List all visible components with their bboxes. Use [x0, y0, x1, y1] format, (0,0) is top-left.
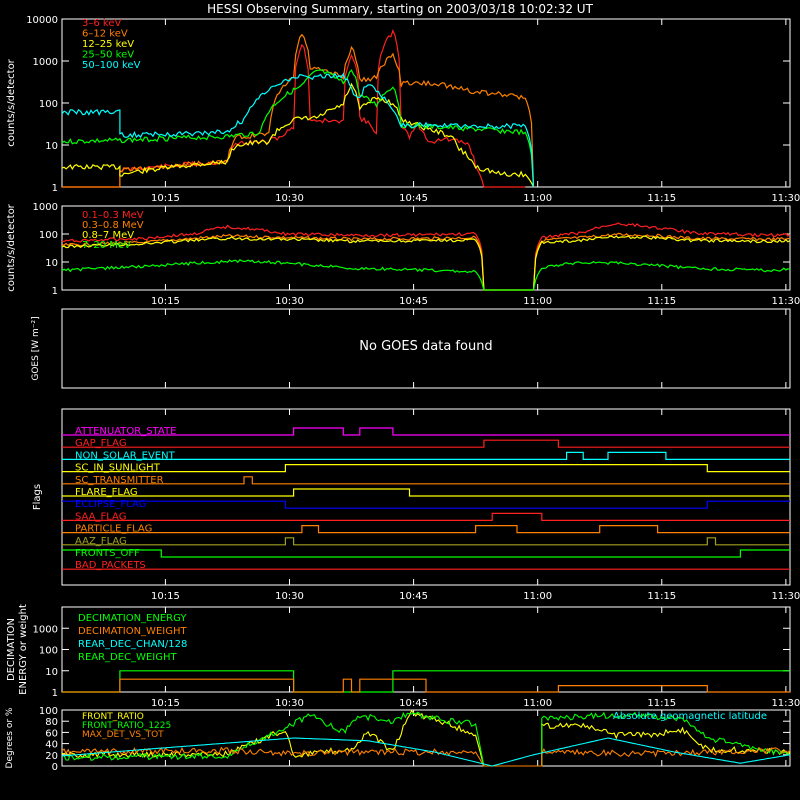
y-tick-label: 100 [38, 230, 58, 241]
flag-label-0: ATTENUATOR_STATE [75, 426, 177, 437]
x-tick-label: 11:15 [647, 296, 677, 307]
y-tick-label: 10 [45, 258, 58, 269]
flag-label-7: SAA_FLAG [75, 511, 127, 523]
flag-trace-5 [62, 489, 790, 496]
y-tick-label: 1 [51, 183, 58, 194]
flag-trace-1 [62, 438, 790, 450]
legend-entry-0: 0.1–0.3 MeV [82, 210, 144, 221]
panel-highenergy-frame [62, 206, 790, 290]
x-tick-label: 11:15 [647, 591, 677, 602]
legend-entry-3: 25–50 keV [82, 49, 135, 61]
panel-flags-ylabel: Flags [32, 483, 43, 511]
flag-label-10: FRONTS_OFF [75, 548, 140, 559]
y-tick-label: 10 [45, 666, 58, 678]
y-tick-label: 1 [51, 286, 58, 297]
y-tick-label: 10 [45, 141, 58, 152]
x-tick-label: 11:15 [647, 193, 677, 204]
x-tick-label: 10:15 [150, 296, 180, 307]
legend-entry-2: MAX_DET_VS_TOT [82, 730, 164, 740]
goes-no-data-message: No GOES data found [359, 339, 493, 354]
legend-entry-0: 3–6 keV [82, 18, 122, 29]
x-tick-label: 10:45 [399, 698, 429, 709]
y-tick-label: 100 [38, 706, 58, 717]
y-tick-label: 10000 [26, 15, 58, 26]
legend-entry-0: DECIMATION_ENERGY [78, 613, 187, 624]
x-tick-label: 10:45 [399, 296, 429, 307]
panel-decimation-ylabel-line1: DECIMATION [6, 617, 17, 682]
flag-trace-3 [62, 462, 790, 474]
x-tick-label: 11:30 [771, 193, 800, 204]
panel-lowenergy-frame [62, 19, 790, 187]
x-tick-label: 10:30 [275, 193, 304, 204]
panel-ratios-ylabel: Degrees or % [5, 707, 15, 769]
flag-label-5: FLARE_FLAG [75, 487, 138, 498]
series-line-2 [62, 236, 790, 290]
panel-lowenergy-ylabel: counts/s/detector [6, 59, 17, 147]
legend-entry-2: 0.8–7 MeV [82, 230, 135, 241]
y-tick-label: 80 [45, 717, 58, 729]
flag-label-11: BAD_PACKETS [75, 560, 146, 572]
legend-entry-2: REAR_DEC_CHAN/128 [78, 639, 188, 650]
panel-decimation-ylabel-line2: ENERGY or weight [18, 604, 29, 695]
y-tick-label: 1000 [32, 202, 58, 213]
y-tick-label: 100 [38, 645, 58, 657]
legend-entry-3: 7–20 MeV [82, 240, 131, 251]
legend-entry-1: 6–12 keV [82, 28, 128, 40]
x-tick-label: 10:30 [275, 698, 304, 709]
y-tick-label: 1000 [32, 624, 58, 636]
y-tick-label: 1000 [32, 57, 58, 68]
flag-trace-10 [62, 550, 790, 557]
x-tick-label: 10:45 [399, 193, 429, 204]
x-tick-label: 11:30 [771, 698, 800, 709]
legend-entry-1: DECIMATION_WEIGHT [78, 626, 187, 637]
page-title: HESSI Observing Summary, starting on 2003/03/18 10:02:32 UT [207, 2, 593, 16]
y-tick-label: 20 [45, 750, 58, 762]
flag-label-8: PARTICLE_FLAG [75, 523, 153, 535]
y-tick-label: 40 [45, 739, 58, 751]
flag-trace-4 [62, 474, 790, 486]
ratio-line-3 [62, 738, 790, 766]
decimation-line-1 [62, 679, 790, 692]
x-tick-label: 10:15 [150, 591, 180, 602]
geomagnetic-latitude-annotation: Absolute geomagnetic latitude [613, 711, 767, 722]
flag-label-4: SC_TRANSMITTER [75, 474, 164, 486]
panel-highenergy-ylabel: counts/s/detector [6, 204, 17, 292]
x-tick-label: 10:45 [399, 591, 429, 602]
y-tick-label: 0 [51, 762, 58, 773]
series-line-0 [62, 223, 790, 290]
flag-trace-9 [62, 535, 790, 547]
series-line-3 [62, 260, 790, 290]
x-tick-label: 11:00 [523, 698, 553, 709]
y-tick-label: 100 [38, 99, 58, 110]
y-tick-label: 60 [45, 728, 58, 740]
legend-entry-1: 0.3–0.8 MeV [82, 220, 144, 231]
legend-entry-4: 50–100 keV [82, 60, 141, 71]
legend-entry-3: REAR_DEC_WEIGHT [78, 652, 177, 663]
x-tick-label: 10:15 [150, 698, 180, 709]
legend-entry-2: 12–25 keV [82, 39, 135, 50]
x-tick-label: 11:15 [647, 698, 677, 709]
flag-label-3: SC_IN_SUNLIGHT [75, 462, 160, 474]
x-tick-label: 11:30 [771, 296, 800, 307]
x-tick-label: 11:00 [523, 296, 553, 307]
x-tick-label: 10:30 [275, 591, 304, 602]
flag-trace-6 [62, 499, 790, 511]
flag-trace-7 [62, 511, 790, 523]
y-tick-label: 1 [51, 688, 58, 699]
x-tick-label: 10:30 [275, 296, 304, 307]
flag-trace-8 [62, 523, 790, 535]
x-tick-label: 11:00 [523, 591, 553, 602]
panel-goes-ylabel: GOES [W m⁻²] [31, 316, 41, 381]
flag-label-1: GAP_FLAG [75, 438, 127, 450]
legend-entry-1: FRONT_RATIO_1225 [82, 721, 172, 731]
x-tick-label: 11:30 [771, 591, 800, 602]
flag-label-6: ECLIPSE_FLAG [75, 499, 147, 511]
x-tick-label: 10:15 [150, 193, 180, 204]
legend-entry-0: FRONT_RATIO [82, 712, 144, 722]
flag-label-9: AAZ_FLAG [75, 535, 127, 547]
flag-label-2: NON_SOLAR_EVENT [75, 450, 175, 462]
x-tick-label: 11:00 [523, 193, 553, 204]
series-line-1 [62, 233, 790, 290]
